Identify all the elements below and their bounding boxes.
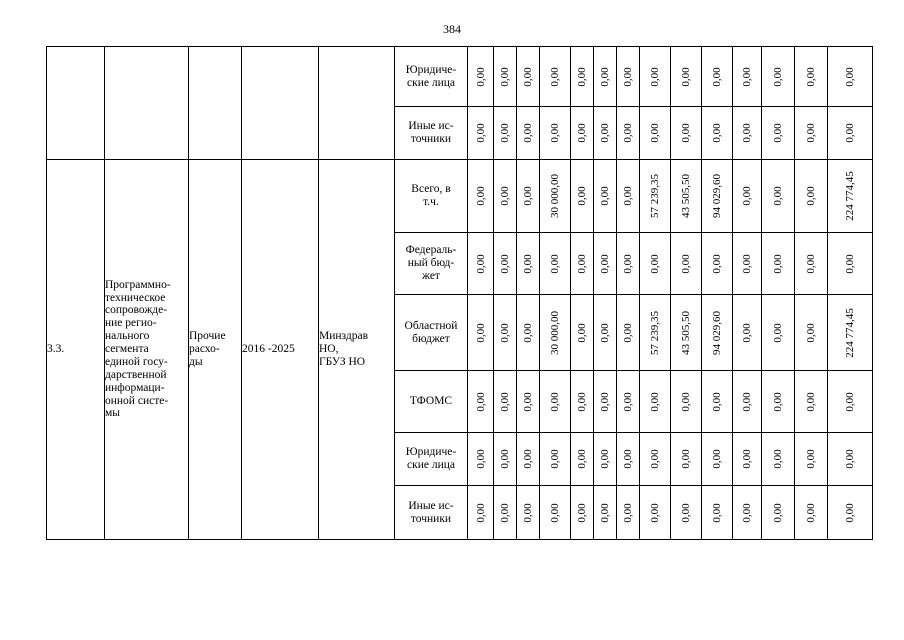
amount-cell [571, 233, 594, 295]
amount-value: 0,00 [771, 391, 784, 412]
amount-cell [617, 486, 640, 540]
amount-cell [468, 371, 494, 433]
funding-source-cell: Иные ис- точники [395, 107, 468, 160]
amount-value: 30 000,00 [548, 310, 561, 355]
amount-cell [733, 47, 762, 107]
amount-value: 57 239,35 [648, 310, 661, 355]
expense-type: Прочие расхо- ды [189, 160, 242, 540]
empty-cell [189, 47, 242, 160]
amount-cell [640, 486, 671, 540]
amount-cell [828, 160, 873, 233]
amount-cell [468, 486, 494, 540]
amount-value: 0,00 [771, 449, 784, 469]
amount-cell [540, 160, 571, 233]
amount-cell [795, 295, 828, 371]
amount-value: 0,00 [804, 123, 817, 143]
amount-value: 0,00 [621, 253, 634, 274]
amount-value: 224 774,45 [843, 171, 856, 221]
empty-cell [319, 47, 395, 160]
executor: Минздрав НО, ГБУЗ НО [319, 160, 395, 540]
amount-cell [494, 47, 517, 107]
amount-cell [617, 47, 640, 107]
amount-cell [617, 160, 640, 233]
amount-value: 0,00 [771, 502, 784, 523]
amount-value: 0,00 [498, 502, 511, 523]
amount-cell [702, 233, 733, 295]
amount-cell [468, 233, 494, 295]
amount-cell [571, 371, 594, 433]
amount-cell [762, 433, 795, 486]
amount-cell [640, 433, 671, 486]
amount-cell [828, 107, 873, 160]
amount-value: 0,00 [679, 66, 692, 87]
amount-cell [762, 371, 795, 433]
amount-value: 0,00 [498, 123, 511, 143]
amount-value: 0,00 [521, 391, 534, 412]
amount-value: 0,00 [521, 186, 534, 206]
amount-value: 0,00 [740, 502, 753, 523]
amount-cell [702, 160, 733, 233]
amount-cell [517, 107, 540, 160]
amount-value: 0,00 [804, 186, 817, 206]
amount-cell [671, 107, 702, 160]
amount-value: 0,00 [474, 66, 487, 87]
amount-value: 0,00 [548, 449, 561, 469]
funding-source-cell: ТФОМС [395, 371, 468, 433]
amount-value: 0,00 [598, 253, 611, 274]
amount-cell [571, 486, 594, 540]
empty-cell [47, 47, 105, 160]
amount-cell [468, 433, 494, 486]
amount-cell [517, 233, 540, 295]
amount-cell [468, 295, 494, 371]
funding-source-cell: Областной бюджет [395, 295, 468, 371]
amount-value: 0,00 [474, 186, 487, 206]
amount-value: 0,00 [521, 123, 534, 143]
amount-cell [733, 295, 762, 371]
implementation-period: 2016 -2025 [242, 160, 319, 540]
amount-value: 0,00 [740, 66, 753, 87]
budget-table [46, 46, 873, 540]
amount-cell [571, 433, 594, 486]
amount-value: 0,00 [648, 123, 661, 143]
amount-cell [702, 371, 733, 433]
amount-cell [671, 47, 702, 107]
amount-cell [795, 433, 828, 486]
amount-value: 0,00 [575, 391, 588, 412]
amount-value: 0,00 [679, 502, 692, 523]
amount-cell [828, 295, 873, 371]
amount-cell [517, 486, 540, 540]
funding-source-cell: Юридиче- ские лица [395, 433, 468, 486]
amount-value: 0,00 [575, 123, 588, 143]
program-name: Программно- техническое сопровожде- ние регио- нального сегмента единой госу- дарственной информаци- онной систе- мы [105, 160, 189, 540]
funding-source-cell: Федераль- ный бюд- жет [395, 233, 468, 295]
amount-cell [795, 371, 828, 433]
amount-value: 0,00 [648, 502, 661, 523]
amount-cell [540, 486, 571, 540]
funding-source-cell: Всего, в т.ч. [395, 160, 468, 233]
amount-value: 0,00 [575, 322, 588, 343]
table-row [47, 47, 873, 107]
amount-cell [762, 47, 795, 107]
amount-cell [795, 486, 828, 540]
amount-cell [733, 486, 762, 540]
amount-cell [594, 433, 617, 486]
amount-cell [671, 433, 702, 486]
amount-value: 0,00 [575, 66, 588, 87]
table-row [47, 160, 873, 233]
amount-value: 0,00 [474, 391, 487, 412]
amount-value: 0,00 [521, 66, 534, 87]
amount-value: 0,00 [740, 123, 753, 143]
amount-value: 0,00 [598, 322, 611, 343]
amount-value: 0,00 [575, 186, 588, 206]
amount-value: 0,00 [598, 186, 611, 206]
amount-cell [540, 295, 571, 371]
amount-cell [494, 371, 517, 433]
amount-value: 0,00 [648, 391, 661, 412]
amount-cell [617, 295, 640, 371]
amount-cell [617, 107, 640, 160]
amount-value: 0,00 [710, 123, 723, 143]
amount-cell [540, 107, 571, 160]
amount-value: 0,00 [474, 502, 487, 523]
amount-value: 0,00 [548, 391, 561, 412]
amount-value: 0,00 [679, 123, 692, 143]
amount-cell [795, 233, 828, 295]
amount-value: 0,00 [740, 253, 753, 274]
amount-value: 0,00 [843, 449, 856, 469]
amount-cell [494, 433, 517, 486]
amount-value: 0,00 [771, 66, 784, 87]
amount-value: 0,00 [710, 449, 723, 469]
amount-value: 0,00 [498, 186, 511, 206]
amount-cell [540, 433, 571, 486]
amount-cell [733, 233, 762, 295]
amount-value: 0,00 [771, 322, 784, 343]
amount-value: 0,00 [740, 186, 753, 206]
amount-cell [640, 47, 671, 107]
amount-cell [640, 107, 671, 160]
amount-value: 57 239,35 [648, 174, 661, 218]
amount-cell [494, 160, 517, 233]
amount-value: 0,00 [621, 66, 634, 87]
amount-value: 0,00 [598, 502, 611, 523]
amount-value: 0,00 [710, 66, 723, 87]
amount-cell [795, 160, 828, 233]
amount-value: 0,00 [521, 502, 534, 523]
amount-value: 0,00 [575, 449, 588, 469]
amount-value: 0,00 [843, 123, 856, 143]
amount-cell [640, 233, 671, 295]
amount-cell [828, 486, 873, 540]
amount-cell [594, 160, 617, 233]
amount-value: 0,00 [498, 391, 511, 412]
amount-value: 0,00 [498, 322, 511, 343]
amount-value: 43 505,50 [679, 310, 692, 355]
amount-cell [762, 160, 795, 233]
amount-cell [828, 47, 873, 107]
program-number: 3.3. [47, 160, 105, 540]
amount-cell [671, 160, 702, 233]
amount-cell [671, 371, 702, 433]
amount-cell [594, 233, 617, 295]
amount-cell [671, 486, 702, 540]
empty-cell [105, 47, 189, 160]
amount-value: 0,00 [648, 66, 661, 87]
amount-value: 0,00 [804, 502, 817, 523]
amount-cell [594, 47, 617, 107]
amount-value: 0,00 [843, 391, 856, 412]
amount-value: 0,00 [548, 253, 561, 274]
amount-value: 0,00 [548, 502, 561, 523]
amount-cell [733, 433, 762, 486]
amount-cell [762, 233, 795, 295]
amount-value: 0,00 [474, 322, 487, 343]
amount-value: 0,00 [710, 502, 723, 523]
amount-cell [640, 295, 671, 371]
amount-value: 0,00 [621, 502, 634, 523]
amount-value: 0,00 [843, 66, 856, 87]
amount-value: 0,00 [598, 66, 611, 87]
amount-value: 0,00 [648, 253, 661, 274]
amount-value: 0,00 [804, 66, 817, 87]
amount-cell [494, 107, 517, 160]
amount-value: 0,00 [474, 449, 487, 469]
amount-value: 0,00 [575, 502, 588, 523]
amount-cell [468, 47, 494, 107]
amount-cell [594, 371, 617, 433]
amount-value: 0,00 [710, 391, 723, 412]
amount-value: 0,00 [740, 391, 753, 412]
amount-cell [828, 371, 873, 433]
amount-value: 30 000,00 [548, 174, 561, 218]
amount-cell [795, 47, 828, 107]
amount-value: 0,00 [710, 253, 723, 274]
amount-value: 0,00 [521, 322, 534, 343]
amount-value: 0,00 [548, 66, 561, 87]
amount-cell [571, 160, 594, 233]
amount-value: 0,00 [679, 449, 692, 469]
amount-value: 0,00 [621, 449, 634, 469]
amount-value: 0,00 [771, 123, 784, 143]
amount-cell [540, 233, 571, 295]
amount-cell [494, 486, 517, 540]
amount-cell [828, 433, 873, 486]
amount-cell [468, 160, 494, 233]
amount-value: 0,00 [621, 123, 634, 143]
amount-cell [571, 107, 594, 160]
amount-cell [517, 371, 540, 433]
amount-cell [617, 233, 640, 295]
amount-value: 0,00 [621, 322, 634, 343]
amount-value: 0,00 [521, 253, 534, 274]
amount-value: 43 505,50 [679, 174, 692, 218]
amount-cell [617, 371, 640, 433]
amount-cell [468, 107, 494, 160]
amount-value: 0,00 [843, 253, 856, 274]
amount-cell [762, 486, 795, 540]
amount-value: 0,00 [804, 253, 817, 274]
amount-value: 0,00 [648, 449, 661, 469]
amount-cell [594, 486, 617, 540]
amount-cell [733, 371, 762, 433]
amount-value: 0,00 [771, 186, 784, 206]
amount-value: 0,00 [804, 449, 817, 469]
amount-cell [795, 107, 828, 160]
amount-value: 0,00 [498, 449, 511, 469]
amount-value: 0,00 [598, 123, 611, 143]
amount-value: 0,00 [679, 253, 692, 274]
amount-cell [671, 295, 702, 371]
amount-cell [762, 107, 795, 160]
amount-value: 0,00 [621, 186, 634, 206]
amount-cell [733, 160, 762, 233]
amount-value: 0,00 [598, 449, 611, 469]
amount-value: 0,00 [804, 391, 817, 412]
amount-value: 94 029,60 [710, 310, 723, 355]
amount-value: 0,00 [621, 391, 634, 412]
amount-cell [594, 107, 617, 160]
amount-value: 0,00 [498, 253, 511, 274]
amount-value: 0,00 [843, 502, 856, 523]
amount-cell [733, 107, 762, 160]
amount-cell [671, 233, 702, 295]
amount-cell [517, 160, 540, 233]
amount-cell [702, 295, 733, 371]
amount-value: 0,00 [548, 123, 561, 143]
amount-value: 0,00 [598, 391, 611, 412]
amount-cell [702, 486, 733, 540]
amount-cell [702, 433, 733, 486]
amount-cell [517, 295, 540, 371]
amount-cell [640, 160, 671, 233]
amount-value: 0,00 [575, 253, 588, 274]
amount-value: 0,00 [771, 253, 784, 274]
amount-cell [594, 295, 617, 371]
amount-cell [702, 47, 733, 107]
amount-cell [828, 233, 873, 295]
amount-cell [762, 295, 795, 371]
amount-cell [540, 371, 571, 433]
amount-cell [571, 295, 594, 371]
amount-value: 0,00 [740, 449, 753, 469]
amount-value: 0,00 [474, 253, 487, 274]
amount-value: 94 029,60 [710, 174, 723, 218]
amount-value: 224 774,45 [843, 307, 856, 358]
amount-value: 0,00 [474, 123, 487, 143]
amount-cell [540, 47, 571, 107]
amount-cell [517, 433, 540, 486]
amount-value: 0,00 [804, 322, 817, 343]
amount-cell [494, 233, 517, 295]
amount-cell [617, 433, 640, 486]
funding-source-cell: Юридиче- ские лица [395, 47, 468, 107]
amount-cell [517, 47, 540, 107]
amount-cell [571, 47, 594, 107]
funding-source-cell: Иные ис- точники [395, 486, 468, 540]
amount-value: 0,00 [498, 66, 511, 87]
amount-cell [494, 295, 517, 371]
amount-value: 0,00 [679, 391, 692, 412]
amount-cell [640, 371, 671, 433]
amount-value: 0,00 [740, 322, 753, 343]
amount-cell [702, 107, 733, 160]
amount-value: 0,00 [521, 449, 534, 469]
page-number: 384 [443, 22, 461, 36]
empty-cell [242, 47, 319, 160]
